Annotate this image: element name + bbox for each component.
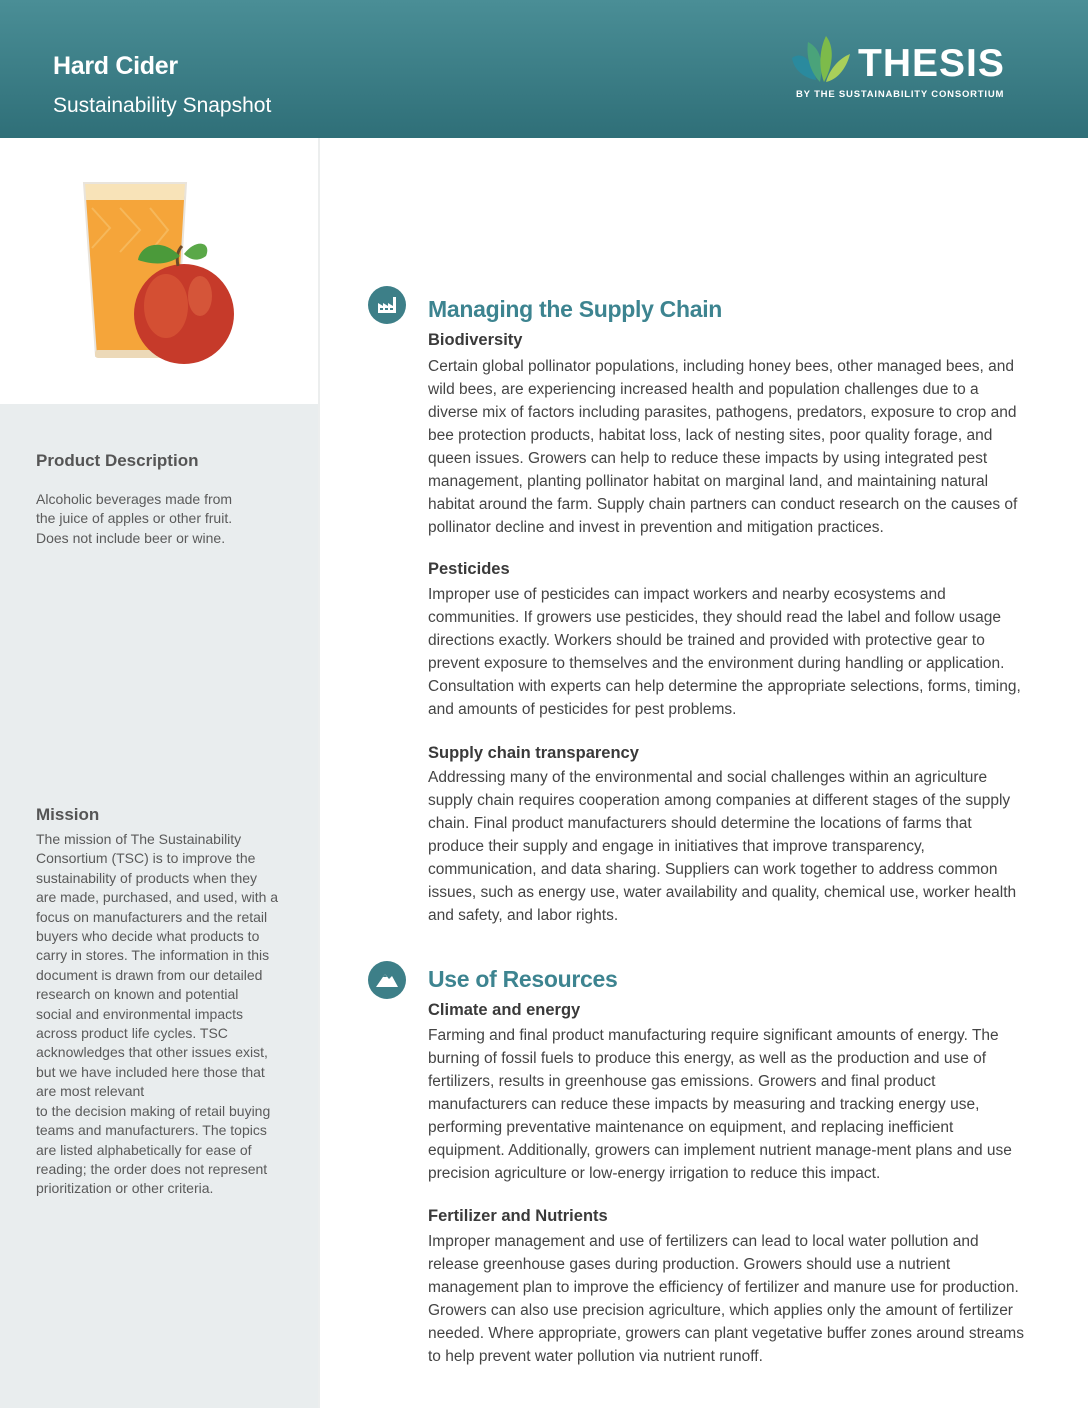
mission-heading: Mission: [36, 805, 100, 824]
thesis-logo: [790, 36, 1030, 106]
sidebar: [0, 138, 318, 1408]
column-divider: [318, 138, 320, 1408]
logo-byline: BY THE SUSTAINABILITY CONSORTIUM: [796, 89, 1005, 100]
topic-heading-fertilizer-nutrients: Fertilizer and Nutrients: [428, 1207, 608, 1225]
product-description-text: Alcoholic beverages made from the juice of apples or other fruit. Does not include beer or wine.: [36, 491, 233, 546]
topic-text-fertilizer-nutrients: Improper management and use of fertilizers can lead to local water pollution and release greenhouse gases during production. Growers should use a nutrient management plan to improve the efficiency of fertilizer and manure use for production. Growers can also use precision agriculture, which applies only the amount of fertilizer needed. Where appropriate, growers can plant vegetative buffer zones around streams to help prevent water pollution via nutrient runoff.: [428, 1233, 1024, 1365]
document-title: Hard Cider: [53, 52, 178, 80]
topic-text-supply-chain-transparency: Addressing many of the environmental and social challenges within an agriculture supply chain requires cooperation among companies at different stages of the supply chain. Final product manufacturers should determine the locations of farms that produce their supply and engage in initiatives that improve transparency, communication, and data sharing. Suppliers can work together to address common issues, such as energy use, water availability and quality, chemical use, worker health and safety, and labor rights.: [428, 769, 1017, 924]
topic-heading-climate-energy: Climate and energy: [428, 1001, 581, 1019]
topic-heading-pesticides: Pesticides: [428, 560, 510, 578]
section-title-use-of-resources: Use of Resources: [428, 966, 618, 992]
topic-text-pesticides: Improper use of pesticides can impact workers and nearby ecosystems and communities. If growers use pesticides, they should read the label and follow usage directions exactly. Workers should be trained and provided with protective gear to prevent exposure to themselves and the environment during handling or application. Consultation with experts can help determine the appropriate selections, forms, timing, and amounts of pesticides for pest problems.: [428, 586, 1021, 718]
document-subtitle: Sustainability Snapshot: [53, 94, 272, 117]
topic-heading-biodiversity: Biodiversity: [428, 331, 523, 349]
section-title-supply-chain: Managing the Supply Chain: [428, 296, 723, 322]
factory-icon: [368, 286, 406, 324]
logo-wordmark: THESIS: [858, 42, 1005, 85]
topic-text-climate-energy: Farming and final product manufacturing require significant amounts of energy. The burning of fossil fuels to produce this energy, as well as the production and use of fertilizers, results in greenhouse gas emissions. Growers and final product manufacturers can reduce these impacts by measuring and tracking energy use, performing preventative maintenance on equipment, and replacing inefficient equipment. Additionally, growers can implement nutrient manage-ment plans and use precision agriculture or low-energy irrigation to reduce this impact.: [428, 1027, 1012, 1182]
cider-apple-image: [0, 138, 318, 404]
mountain-icon: [368, 961, 406, 999]
product-photo: [0, 138, 318, 404]
topic-text-biodiversity: Certain global pollinator populations, including honey bees, other managed bees, and wild bees, are experiencing increased health and population challenges due to a diverse mix of factors including parasites, pathogens, predators, exposure to crop and bee protection products, habitat loss, lack of nesting sites, poor quality forage, and queen issues. Growers can help to reduce these impacts by using integrated pest management, planting pollinator habitat on marginal land, and maintaining natural habitat around the farm. Supply chain partners can conduct research on the causes of pollinator decline and invest in prevention and mitigation practices.: [428, 358, 1018, 536]
page-header: [0, 0, 1088, 138]
product-description-heading: Product Description: [36, 451, 199, 470]
mission-text: The mission of The Sustainability Consortium (TSC) is to improve the sustainability of products when they are made, purchased, and used, with a focus on manufacturers and the retail buyers who decide what products to carry in stores. The information in this document is drawn from our detailed research on known and potential social and environmental impacts across product life cycles. TSC acknowledges that other issues exist, but we have included here those that are most relevant to the decision making of retail buying teams and manufacturers. The topics are listed alphabetically for ease of reading; the order does not represent prioritization or other criteria.: [36, 831, 279, 1197]
leaf-logo-icon: [790, 36, 854, 86]
topic-heading-supply-chain-transparency: Supply chain transparency: [428, 744, 639, 762]
